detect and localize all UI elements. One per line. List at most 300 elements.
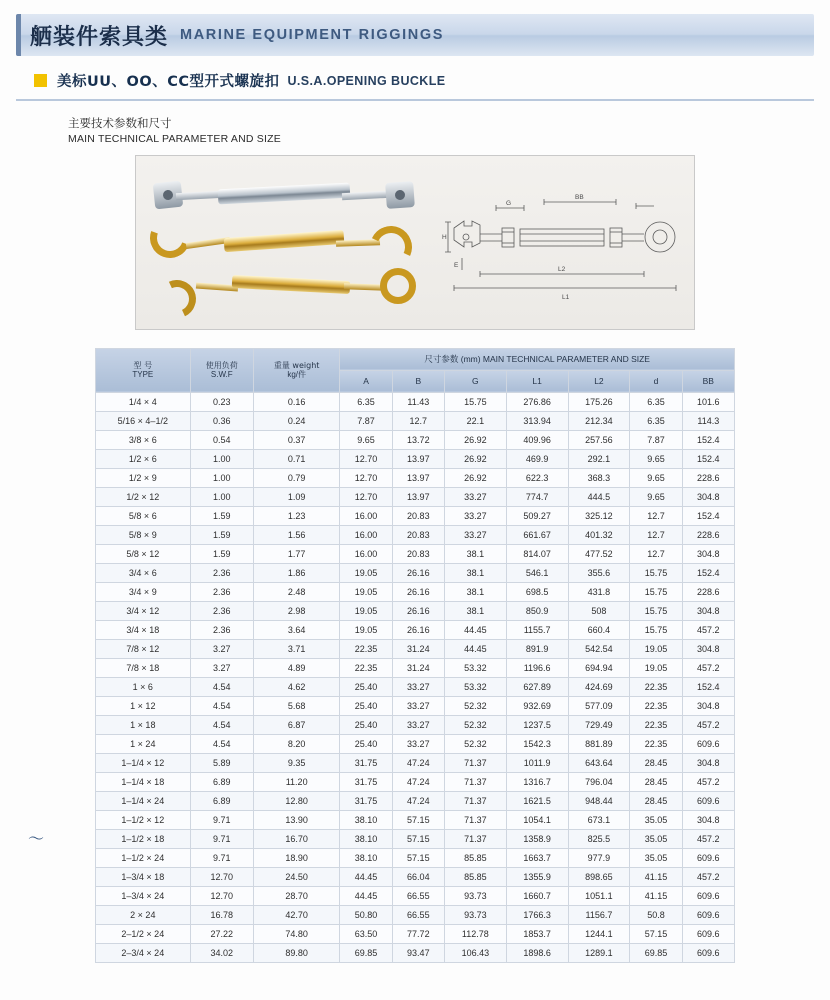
cell-L2: 1156.7 — [568, 905, 630, 924]
cell-swf: 16.78 — [190, 905, 253, 924]
cell-L2: 212.34 — [568, 411, 630, 430]
cell-type: 5/8 × 9 — [96, 525, 191, 544]
cell-d: 41.15 — [630, 886, 682, 905]
cell-L1: 409.96 — [506, 430, 568, 449]
cell-L2: 175.26 — [568, 392, 630, 411]
turnbuckle-hook-eye-photo — [158, 268, 424, 318]
cell-B: 12.7 — [392, 411, 444, 430]
buckle-body — [218, 182, 351, 204]
cell-swf: 12.70 — [190, 886, 253, 905]
cell-swf: 2.36 — [190, 601, 253, 620]
table-row — [96, 487, 735, 506]
cell-B: 93.47 — [392, 943, 444, 962]
spec-table — [95, 348, 735, 963]
cell-weight: 6.87 — [253, 715, 339, 734]
cell-G: 71.37 — [444, 772, 506, 791]
cell-B: 26.16 — [392, 582, 444, 601]
cell-swf: 2.36 — [190, 620, 253, 639]
cell-swf: 9.71 — [190, 848, 253, 867]
header-title-cn: 舾装件索具类 — [30, 24, 169, 50]
cell-swf: 1.00 — [190, 487, 253, 506]
cell-weight: 1.23 — [253, 506, 339, 525]
cell-L1: 850.9 — [506, 601, 568, 620]
cell-L2: 424.69 — [568, 677, 630, 696]
cell-L2: 257.56 — [568, 430, 630, 449]
cell-L2: 729.49 — [568, 715, 630, 734]
cell-swf: 4.54 — [190, 715, 253, 734]
cell-type: 5/8 × 12 — [96, 544, 191, 563]
cell-d: 9.65 — [630, 468, 682, 487]
cell-BB: 457.2 — [682, 829, 734, 848]
cell-B: 77.72 — [392, 924, 444, 943]
cell-d: 15.75 — [630, 582, 682, 601]
cell-d: 22.35 — [630, 715, 682, 734]
cell-weight: 28.70 — [253, 886, 339, 905]
cell-type: 5/8 × 6 — [96, 506, 191, 525]
cell-L1: 774.7 — [506, 487, 568, 506]
table-row — [96, 620, 735, 639]
cell-weight: 11.20 — [253, 772, 339, 791]
bullet-square-icon — [34, 74, 47, 87]
cell-L2: 325.12 — [568, 506, 630, 525]
cell-weight: 9.35 — [253, 753, 339, 772]
table-row — [96, 886, 735, 905]
cell-L1: 1358.9 — [506, 829, 568, 848]
dim-label-H: H — [442, 233, 447, 241]
cell-type: 1–1/4 × 18 — [96, 772, 191, 791]
cell-B: 31.24 — [392, 658, 444, 677]
cell-type: 2–1/2 × 24 — [96, 924, 191, 943]
cell-A: 12.70 — [340, 468, 392, 487]
turnbuckle-hook-hook-photo — [146, 214, 426, 270]
cell-G: 33.27 — [444, 525, 506, 544]
cell-d: 22.35 — [630, 734, 682, 753]
cell-G: 26.92 — [444, 430, 506, 449]
cell-BB: 304.8 — [682, 753, 734, 772]
cell-BB: 609.6 — [682, 886, 734, 905]
table-row — [96, 449, 735, 468]
header-title-en: MARINE EQUIPMENT RIGGINGS — [180, 27, 444, 43]
cell-L1: 932.69 — [506, 696, 568, 715]
buckle-body — [232, 275, 351, 294]
cell-weight: 12.80 — [253, 791, 339, 810]
cell-weight: 16.70 — [253, 829, 339, 848]
cell-weight: 0.37 — [253, 430, 339, 449]
product-photos — [136, 156, 436, 329]
cell-L2: 694.94 — [568, 658, 630, 677]
section-title-en: U.S.A.OPENING BUCKLE — [287, 73, 446, 88]
buckle-body — [224, 230, 345, 252]
cell-weight: 42.70 — [253, 905, 339, 924]
cell-A: 38.10 — [340, 829, 392, 848]
th-dimension-group: 尺寸参数 (mm) MAIN TECHNICAL PARAMETER AND SIZE — [340, 348, 735, 370]
cell-d: 12.7 — [630, 544, 682, 563]
cell-A: 9.65 — [340, 430, 392, 449]
cell-d: 15.75 — [630, 563, 682, 582]
cell-B: 66.04 — [392, 867, 444, 886]
cell-B: 47.24 — [392, 772, 444, 791]
cell-L1: 276.86 — [506, 392, 568, 411]
cell-swf: 4.54 — [190, 677, 253, 696]
cell-G: 52.32 — [444, 715, 506, 734]
cell-L1: 661.67 — [506, 525, 568, 544]
cell-G: 85.85 — [444, 848, 506, 867]
cell-G: 52.32 — [444, 734, 506, 753]
table-row — [96, 525, 735, 544]
cell-weight: 13.90 — [253, 810, 339, 829]
cell-A: 22.35 — [340, 639, 392, 658]
cell-G: 38.1 — [444, 544, 506, 563]
table-row — [96, 658, 735, 677]
cell-L2: 444.5 — [568, 487, 630, 506]
cell-BB: 609.6 — [682, 943, 734, 962]
cell-d: 57.15 — [630, 924, 682, 943]
cell-G: 53.32 — [444, 658, 506, 677]
cell-BB: 304.8 — [682, 544, 734, 563]
th-type — [96, 348, 191, 392]
cell-BB: 304.8 — [682, 487, 734, 506]
cell-weight: 74.80 — [253, 924, 339, 943]
cell-A: 50.80 — [340, 905, 392, 924]
cell-A: 38.10 — [340, 810, 392, 829]
cell-A: 16.00 — [340, 506, 392, 525]
th-swf-en: S.W.F — [210, 370, 233, 380]
cell-B: 13.97 — [392, 468, 444, 487]
cell-L2: 825.5 — [568, 829, 630, 848]
cell-weight: 1.77 — [253, 544, 339, 563]
cell-L1: 1237.5 — [506, 715, 568, 734]
cell-d: 28.45 — [630, 753, 682, 772]
th-L2: L2 — [568, 370, 630, 392]
cell-A: 31.75 — [340, 791, 392, 810]
cell-B: 57.15 — [392, 829, 444, 848]
cell-G: 22.1 — [444, 411, 506, 430]
table-row — [96, 639, 735, 658]
cell-B: 31.24 — [392, 639, 444, 658]
cell-type: 1–1/2 × 12 — [96, 810, 191, 829]
cell-L1: 1155.7 — [506, 620, 568, 639]
hook-end-right — [364, 220, 418, 274]
table-row — [96, 791, 735, 810]
cell-A: 38.10 — [340, 848, 392, 867]
cell-weight: 0.24 — [253, 411, 339, 430]
cell-A: 16.00 — [340, 544, 392, 563]
cell-L1: 546.1 — [506, 563, 568, 582]
th-d: d — [630, 370, 682, 392]
cell-BB: 228.6 — [682, 468, 734, 487]
cell-G: 33.27 — [444, 506, 506, 525]
cell-swf: 1.00 — [190, 449, 253, 468]
cell-B: 20.83 — [392, 506, 444, 525]
cell-A: 19.05 — [340, 582, 392, 601]
spec-table-body — [96, 392, 735, 962]
cell-d: 50.8 — [630, 905, 682, 924]
table-row — [96, 544, 735, 563]
cell-L1: 1853.7 — [506, 924, 568, 943]
cell-B: 26.16 — [392, 620, 444, 639]
section-title-cn: 美标UU、OO、CC型开式螺旋扣 — [57, 74, 280, 90]
cell-type: 5/16 × 4–1/2 — [96, 411, 191, 430]
cell-type: 1–1/4 × 12 — [96, 753, 191, 772]
cell-weight: 4.62 — [253, 677, 339, 696]
cell-type: 3/8 × 6 — [96, 430, 191, 449]
th-swf-cn: 使用负荷 — [205, 361, 238, 371]
th-B: B — [392, 370, 444, 392]
cell-BB: 304.8 — [682, 810, 734, 829]
cell-G: 71.37 — [444, 810, 506, 829]
cell-BB: 152.4 — [682, 449, 734, 468]
cell-G: 85.85 — [444, 867, 506, 886]
th-type-cn: 型 号 — [133, 361, 153, 371]
cell-A: 44.45 — [340, 867, 392, 886]
cell-type: 1–1/2 × 24 — [96, 848, 191, 867]
table-row — [96, 696, 735, 715]
cell-L2: 401.32 — [568, 525, 630, 544]
table-row — [96, 563, 735, 582]
table-row — [96, 601, 735, 620]
rod-right — [342, 191, 390, 201]
cell-type: 3/4 × 6 — [96, 563, 191, 582]
cell-A: 69.85 — [340, 943, 392, 962]
cell-weight: 8.20 — [253, 734, 339, 753]
table-row — [96, 392, 735, 411]
cell-weight: 18.90 — [253, 848, 339, 867]
cell-BB: 609.6 — [682, 905, 734, 924]
th-L1: L1 — [506, 370, 568, 392]
cell-L2: 1051.1 — [568, 886, 630, 905]
cell-L2: 660.4 — [568, 620, 630, 639]
cell-weight: 89.80 — [253, 943, 339, 962]
table-row — [96, 506, 735, 525]
table-row — [96, 734, 735, 753]
cell-d: 6.35 — [630, 411, 682, 430]
th-G: G — [444, 370, 506, 392]
section-title — [16, 70, 814, 101]
cell-weight: 3.64 — [253, 620, 339, 639]
cell-BB: 609.6 — [682, 791, 734, 810]
table-row — [96, 715, 735, 734]
table-header-row-1 — [96, 348, 735, 370]
cell-type: 7/8 × 12 — [96, 639, 191, 658]
cell-L1: 1054.1 — [506, 810, 568, 829]
cell-BB: 304.8 — [682, 696, 734, 715]
hook-end-left — [153, 275, 202, 324]
cell-A: 44.45 — [340, 886, 392, 905]
cell-L1: 1660.7 — [506, 886, 568, 905]
cell-B: 20.83 — [392, 544, 444, 563]
th-weight-unit: kg/件 — [287, 370, 306, 380]
cell-L1: 1621.5 — [506, 791, 568, 810]
cell-weight: 1.56 — [253, 525, 339, 544]
cell-L1: 1316.7 — [506, 772, 568, 791]
page-header — [16, 14, 814, 56]
cell-L1: 1663.7 — [506, 848, 568, 867]
cell-BB: 457.2 — [682, 772, 734, 791]
cell-G: 93.73 — [444, 886, 506, 905]
table-row — [96, 772, 735, 791]
cell-swf: 1.59 — [190, 525, 253, 544]
cell-A: 31.75 — [340, 753, 392, 772]
cell-d: 22.35 — [630, 677, 682, 696]
cell-L2: 477.52 — [568, 544, 630, 563]
cell-type: 1 × 18 — [96, 715, 191, 734]
cell-L2: 577.09 — [568, 696, 630, 715]
params-caption-en: MAIN TECHNICAL PARAMETER AND SIZE — [68, 132, 281, 145]
cell-G: 52.32 — [444, 696, 506, 715]
cell-L2: 643.64 — [568, 753, 630, 772]
cell-B: 33.27 — [392, 734, 444, 753]
table-row — [96, 905, 735, 924]
cell-swf: 3.27 — [190, 639, 253, 658]
cell-L1: 1196.6 — [506, 658, 568, 677]
cell-G: 38.1 — [444, 563, 506, 582]
th-A: A — [340, 370, 392, 392]
cell-type: 1 × 6 — [96, 677, 191, 696]
cell-B: 47.24 — [392, 753, 444, 772]
cell-G: 33.27 — [444, 487, 506, 506]
cell-B: 47.24 — [392, 791, 444, 810]
cell-BB: 304.8 — [682, 639, 734, 658]
cell-L1: 1011.9 — [506, 753, 568, 772]
cell-swf: 1.59 — [190, 544, 253, 563]
table-row — [96, 829, 735, 848]
cell-L1: 698.5 — [506, 582, 568, 601]
table-row — [96, 753, 735, 772]
cell-L2: 508 — [568, 601, 630, 620]
cell-L2: 948.44 — [568, 791, 630, 810]
cell-G: 71.37 — [444, 791, 506, 810]
cell-B: 33.27 — [392, 677, 444, 696]
cell-swf: 12.70 — [190, 867, 253, 886]
table-row — [96, 582, 735, 601]
cell-B: 13.97 — [392, 487, 444, 506]
cell-d: 28.45 — [630, 772, 682, 791]
cell-L2: 796.04 — [568, 772, 630, 791]
th-BB: BB — [682, 370, 734, 392]
cell-type: 1–1/4 × 24 — [96, 791, 191, 810]
cell-G: 38.1 — [444, 582, 506, 601]
cell-BB: 152.4 — [682, 430, 734, 449]
params-caption — [16, 115, 814, 147]
eye-end-right — [380, 268, 416, 304]
cell-L1: 1766.3 — [506, 905, 568, 924]
product-image-panel — [135, 155, 695, 330]
cell-BB: 609.6 — [682, 734, 734, 753]
cell-L1: 509.27 — [506, 506, 568, 525]
cell-type: 2–3/4 × 24 — [96, 943, 191, 962]
cell-A: 22.35 — [340, 658, 392, 677]
cell-B: 13.72 — [392, 430, 444, 449]
table-row — [96, 924, 735, 943]
cell-A: 19.05 — [340, 601, 392, 620]
cell-d: 15.75 — [630, 601, 682, 620]
cell-type: 1 × 12 — [96, 696, 191, 715]
cell-L2: 292.1 — [568, 449, 630, 468]
cell-type: 1/2 × 12 — [96, 487, 191, 506]
cell-type: 7/8 × 18 — [96, 658, 191, 677]
cell-d: 35.05 — [630, 848, 682, 867]
cell-type: 3/4 × 9 — [96, 582, 191, 601]
cell-BB: 228.6 — [682, 582, 734, 601]
cell-BB: 457.2 — [682, 867, 734, 886]
cell-type: 2 × 24 — [96, 905, 191, 924]
table-row — [96, 430, 735, 449]
cell-BB: 609.6 — [682, 924, 734, 943]
table-row — [96, 848, 735, 867]
cell-L2: 1289.1 — [568, 943, 630, 962]
cell-A: 25.40 — [340, 696, 392, 715]
cell-G: 71.37 — [444, 829, 506, 848]
cell-d: 19.05 — [630, 658, 682, 677]
cell-swf: 6.89 — [190, 772, 253, 791]
cell-swf: 0.54 — [190, 430, 253, 449]
cell-L2: 898.65 — [568, 867, 630, 886]
cell-BB: 228.6 — [682, 525, 734, 544]
table-row — [96, 810, 735, 829]
dim-label-BB: BB — [575, 193, 584, 201]
cell-A: 25.40 — [340, 715, 392, 734]
cell-type: 1/2 × 6 — [96, 449, 191, 468]
dim-label-G: G — [506, 199, 512, 207]
cell-BB: 114.3 — [682, 411, 734, 430]
cell-swf: 1.59 — [190, 506, 253, 525]
cell-type: 1/2 × 9 — [96, 468, 191, 487]
cell-BB: 152.4 — [682, 677, 734, 696]
spec-table-wrap — [95, 348, 735, 963]
jaw-end-right — [385, 181, 415, 209]
cell-d: 35.05 — [630, 829, 682, 848]
cell-B: 66.55 — [392, 886, 444, 905]
cell-A: 19.05 — [340, 563, 392, 582]
cell-BB: 609.6 — [682, 848, 734, 867]
cell-d: 7.87 — [630, 430, 682, 449]
cell-type: 1–3/4 × 18 — [96, 867, 191, 886]
cell-B: 57.15 — [392, 848, 444, 867]
cell-swf: 2.36 — [190, 582, 253, 601]
cell-type: 3/4 × 12 — [96, 601, 191, 620]
cell-A: 7.87 — [340, 411, 392, 430]
table-row — [96, 468, 735, 487]
cell-B: 57.15 — [392, 810, 444, 829]
cell-d: 41.15 — [630, 867, 682, 886]
cell-A: 25.40 — [340, 677, 392, 696]
cell-L1: 622.3 — [506, 468, 568, 487]
cell-swf: 0.23 — [190, 392, 253, 411]
cell-G: 106.43 — [444, 943, 506, 962]
cell-A: 6.35 — [340, 392, 392, 411]
cell-weight: 4.89 — [253, 658, 339, 677]
cell-L2: 355.6 — [568, 563, 630, 582]
cell-swf: 2.36 — [190, 563, 253, 582]
cell-BB: 457.2 — [682, 715, 734, 734]
th-swf — [190, 348, 253, 392]
cell-d: 22.35 — [630, 696, 682, 715]
cell-L2: 977.9 — [568, 848, 630, 867]
binding-mark-icon: 〜 — [28, 829, 45, 848]
th-weight — [253, 348, 339, 392]
cell-L1: 814.07 — [506, 544, 568, 563]
cell-L2: 673.1 — [568, 810, 630, 829]
cell-A: 19.05 — [340, 620, 392, 639]
cell-G: 93.73 — [444, 905, 506, 924]
cell-swf: 1.00 — [190, 468, 253, 487]
cell-B: 20.83 — [392, 525, 444, 544]
table-row — [96, 867, 735, 886]
cell-d: 6.35 — [630, 392, 682, 411]
cell-A: 63.50 — [340, 924, 392, 943]
cell-d: 19.05 — [630, 639, 682, 658]
hook-end-left — [143, 211, 196, 264]
